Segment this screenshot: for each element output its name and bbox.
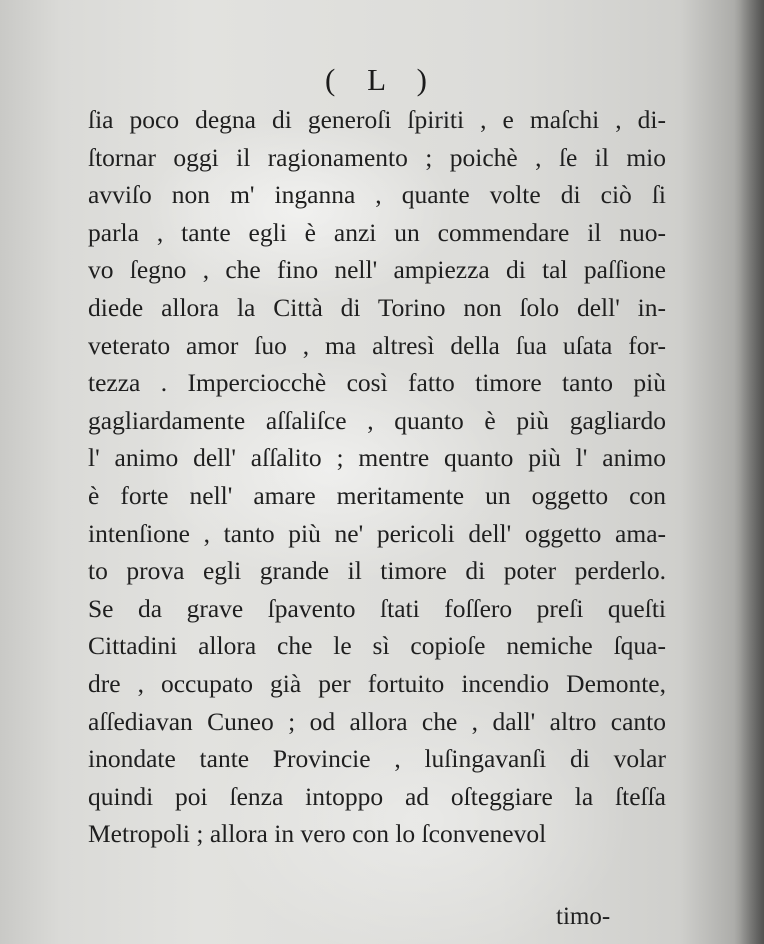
text-line: gagliardamente aſſaliſce , quanto è più gagliardo <box>88 405 666 435</box>
text-line: veterato amor ſuo , ma altresì della ſua uſata for- <box>88 330 666 360</box>
catchword: timo- <box>556 903 611 930</box>
text-line: Se da grave ſpavento ſtati foſſero preſi queſti <box>88 593 666 623</box>
text-line: inondate tante Provincie , luſingavanſi di volar <box>88 744 666 774</box>
text-line: intenſione , tanto più ne' pericoli dell' oggetto ama- <box>88 518 666 548</box>
text-line: ſtornar oggi il ragionamento ; poichè , ſe il mio <box>88 142 666 172</box>
text-line: diede allora la Città di Torino non ſolo dell' in- <box>88 292 666 322</box>
text-line: tezza . Imperciocchè così fatto timore tanto più <box>88 368 666 398</box>
text-block <box>88 101 666 853</box>
text-line: Metropoli ; allora in vero con lo ſconvenevol <box>88 819 547 849</box>
text-line: avviſo non m' inganna , quante volte di ciò ſi <box>88 180 666 210</box>
text-line: è forte nell' amare meritamente un oggetto con <box>88 480 666 510</box>
page-edge-shadow <box>734 0 764 944</box>
text-line: vo ſegno , che fino nell' ampiezza di tal paſſione <box>88 255 666 285</box>
text-line: parla , tante egli è anzi un commendare il nuo- <box>88 217 666 247</box>
text-line: l' animo dell' aſſalito ; mentre quanto più l' animo <box>88 443 666 473</box>
text-line: Cittadini allora che le sì copioſe nemiche ſqua- <box>88 631 666 661</box>
text-line: aſſediavan Cuneo ; od allora che , dall' altro canto <box>88 706 666 736</box>
text-line: dre , occupato già per fortuito incendio Demonte, <box>88 668 666 698</box>
text-line: to prova egli grande il timore di poter perderlo. <box>88 556 666 586</box>
page-header: ( L ) <box>325 62 439 97</box>
text-line: ſia poco degna di generoſi ſpiriti , e maſchi , di- <box>88 105 666 134</box>
text-line: quindi poi ſenza intoppo ad oſteggiare la ſteſſa <box>88 781 666 811</box>
